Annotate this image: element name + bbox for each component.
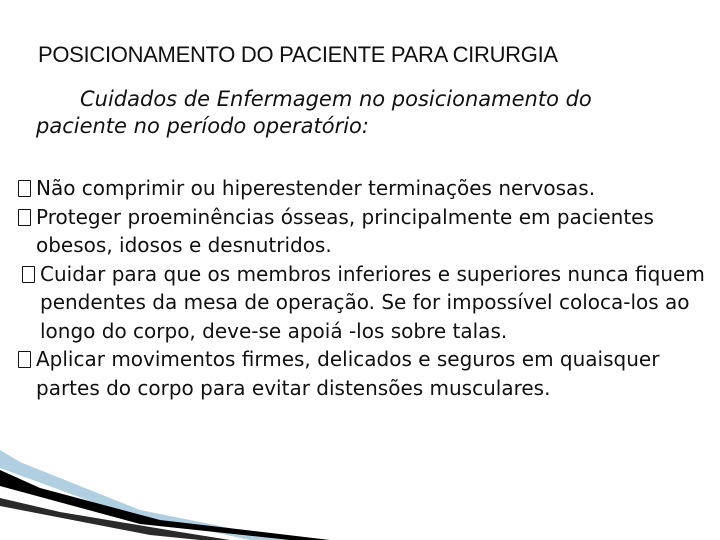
- bullet-item: [18, 174, 708, 203]
- bullet-item: [22, 260, 708, 346]
- bullet-list: [18, 174, 708, 402]
- missing-glyph-box-icon: [18, 209, 31, 226]
- missing-glyph-box-icon: [22, 266, 35, 283]
- slide-subtitle: [36, 86, 676, 140]
- missing-glyph-box-icon: [18, 180, 31, 197]
- bullet-item: [18, 345, 708, 402]
- missing-glyph-box-icon: [18, 351, 31, 368]
- bullet-text: Cuidar para que os membros inferiores e superiores nunca fiquem pendentes da mesa de operação. Se for impossível coloca-los ao longo do corpo, deve-se apoiá -los sobre talas.: [40, 261, 705, 343]
- bullet-item: [18, 203, 708, 260]
- bullet-text: Aplicar movimentos firmes, delicados e seguros em quaisquer partes do corpo para evitar distensões musculares.: [36, 347, 660, 400]
- subtitle-text: Cuidados de Enfermagem no posicionamento do paciente no período operatório:: [36, 87, 592, 138]
- bullet-text: Não comprimir ou hiperestender terminações nervosas.: [36, 176, 596, 200]
- slide-title: POSICIONAMENTO DO PACIENTE PARA CIRURGIA: [38, 42, 558, 67]
- decorative-stripes: [0, 440, 720, 540]
- bullet-text: Proteger proeminências ósseas, principalmente em pacientes obesos, idosos e desnutridos.: [36, 204, 654, 257]
